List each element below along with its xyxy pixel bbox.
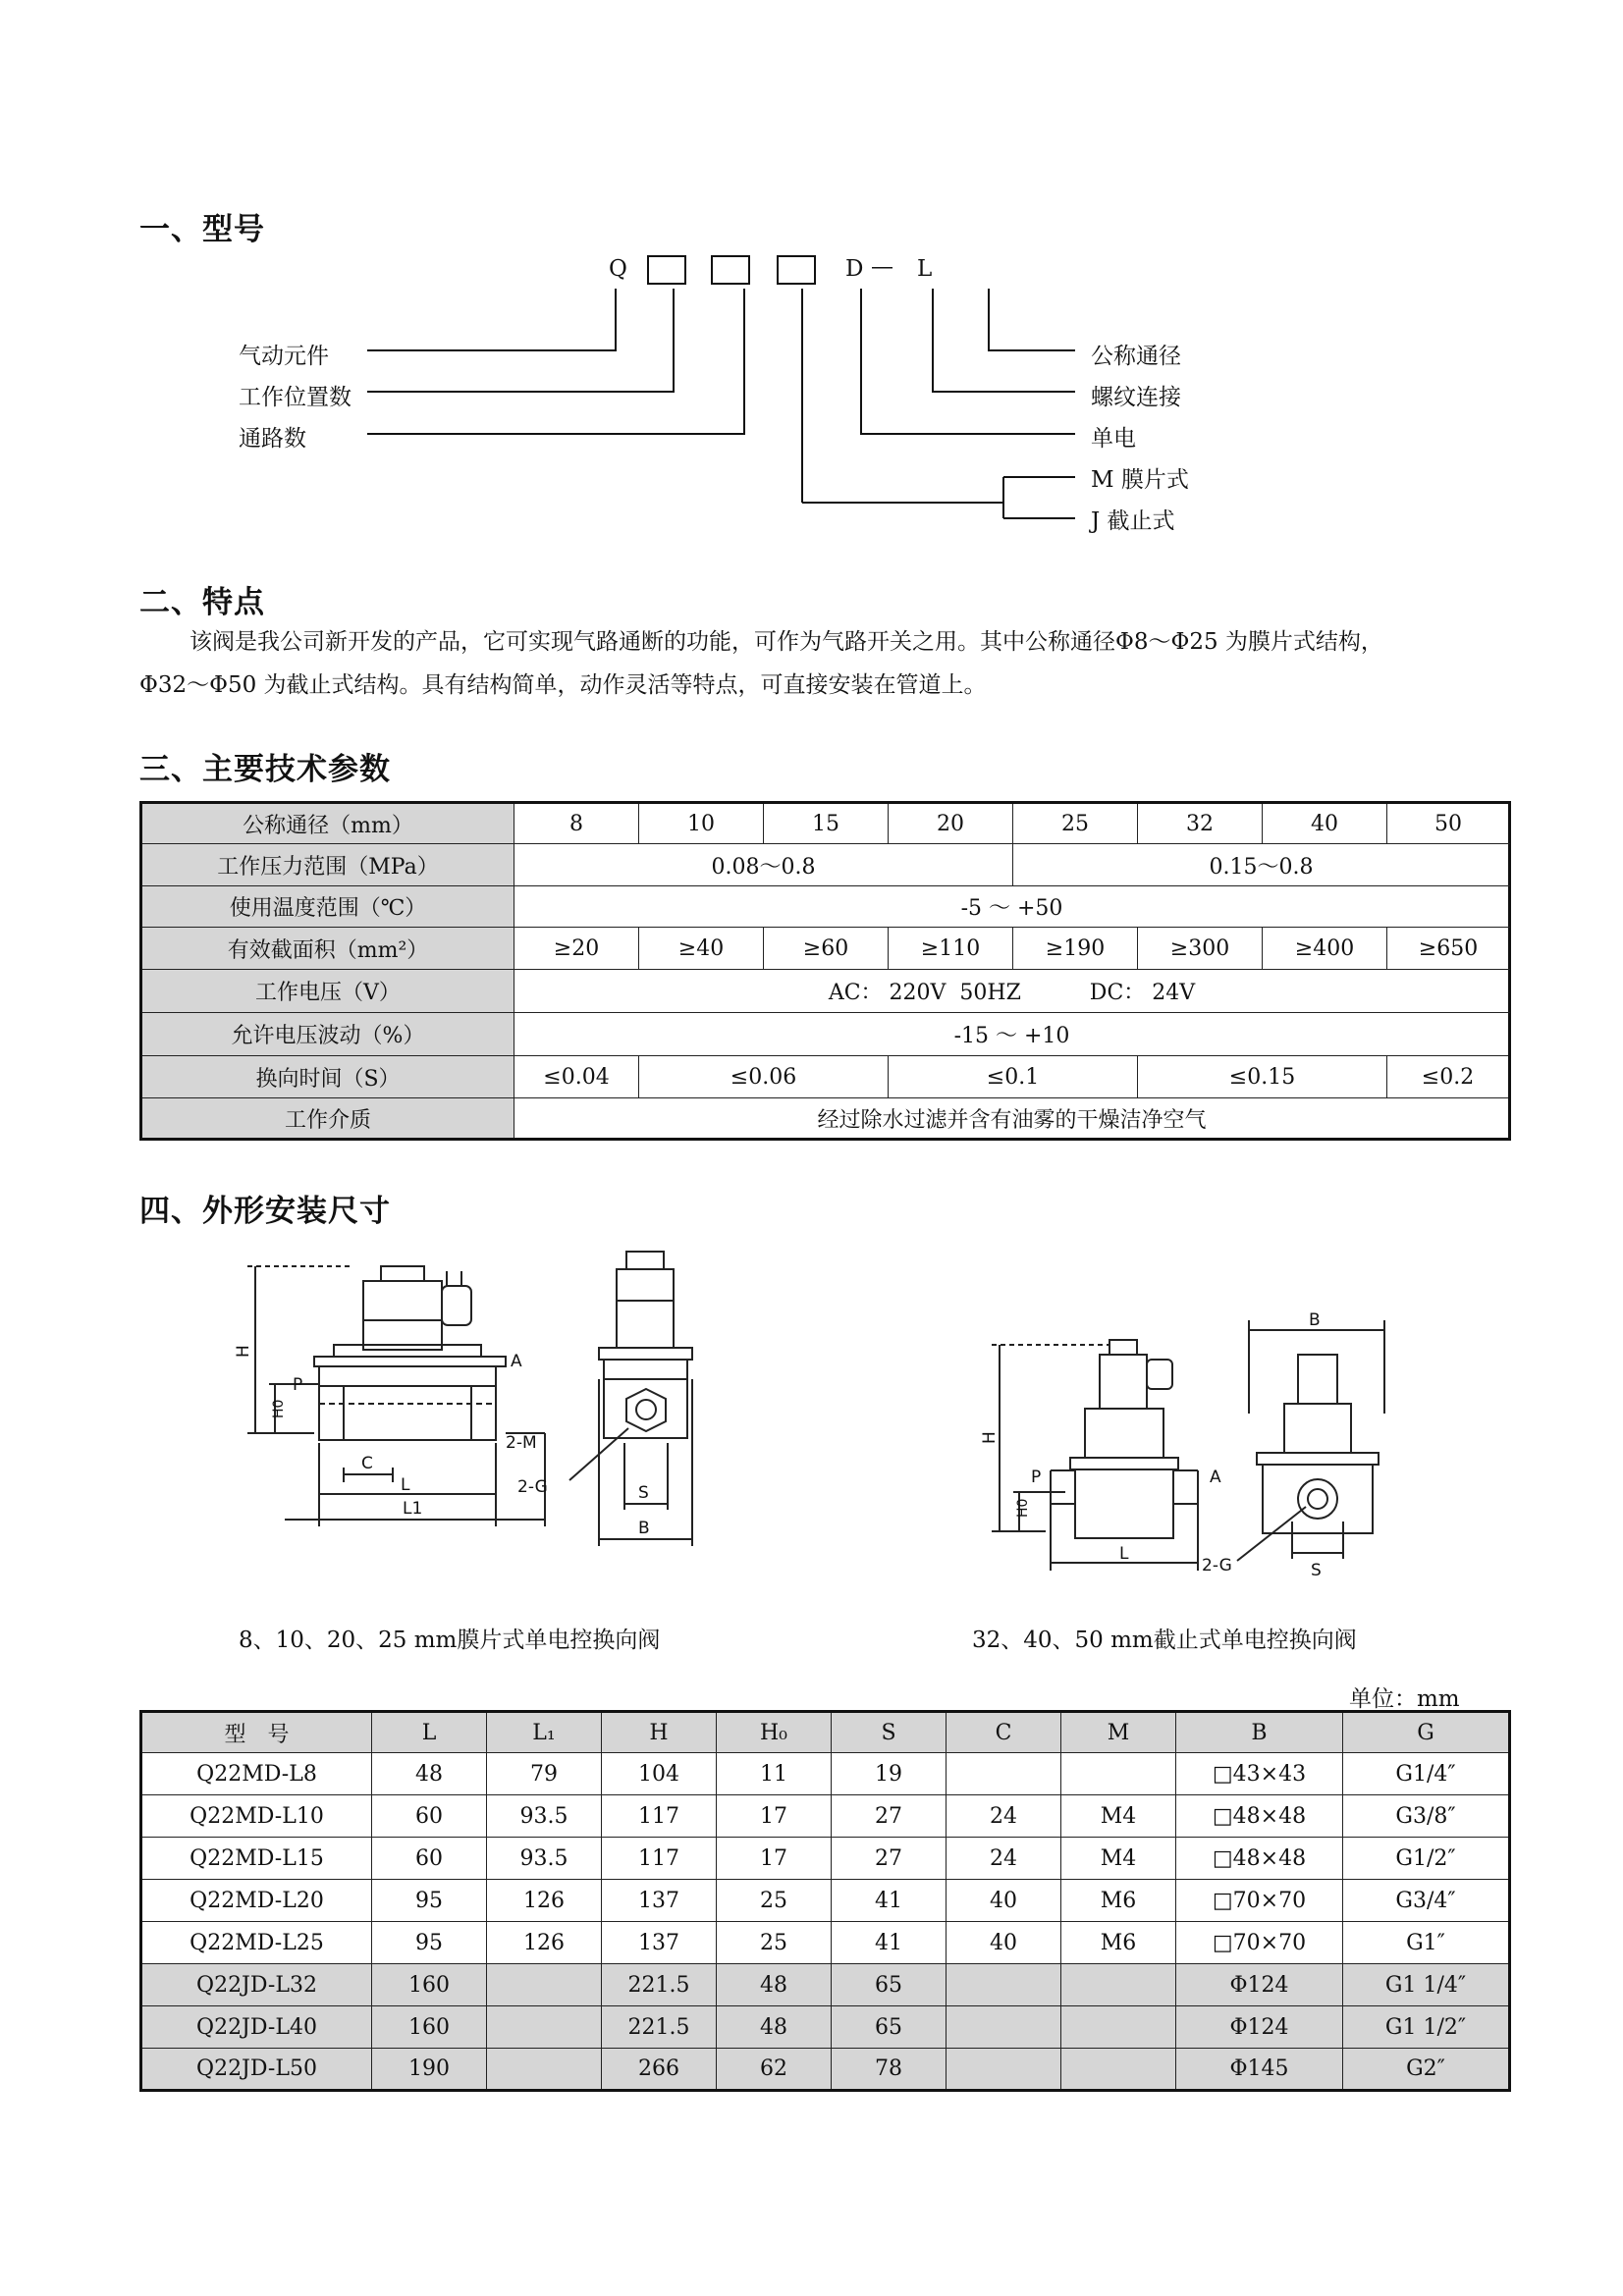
dimension-cell: 104 xyxy=(602,1753,717,1795)
dimension-cell xyxy=(1061,2006,1176,2049)
dim-label-h: H xyxy=(234,1345,253,1358)
leader-q xyxy=(367,289,616,350)
dimension-cell: 190 xyxy=(372,2049,487,2091)
dimension-cell: 17 xyxy=(717,1795,832,1838)
spec-cell: ≥650 xyxy=(1387,928,1510,970)
spec-cell: ≤0.1 xyxy=(889,1056,1138,1098)
dimension-cell: 40 xyxy=(947,1922,1061,1964)
code-l: L xyxy=(917,256,933,282)
spec-cell: ≤0.06 xyxy=(639,1056,889,1098)
dim-label-p-right: P xyxy=(1031,1468,1042,1487)
code-box-2 xyxy=(712,256,749,284)
code-dash: — xyxy=(871,254,893,280)
spec-cell: AC： 220V 50HZ DC： 24V xyxy=(514,970,1510,1013)
dimension-cell xyxy=(947,1753,1061,1795)
dimension-cell: 48 xyxy=(717,2006,832,2049)
dimension-cell: G1 1/2″ xyxy=(1343,2006,1510,2049)
dimension-header-cell: L₁ xyxy=(487,1712,602,1753)
dimension-cell: 93.5 xyxy=(487,1838,602,1880)
dimension-cell: 126 xyxy=(487,1922,602,1964)
caption-diaphragm: 8、10、20、25 mm膜片式单电控换向阀 xyxy=(239,1628,661,1653)
dim-label-h0-right: H0 xyxy=(1015,1498,1031,1518)
section-title-dimensions: 四、外形安装尺寸 xyxy=(139,1194,391,1229)
spec-label: 允许电压波动（%） xyxy=(141,1013,514,1056)
dimension-cell xyxy=(1061,1964,1176,2006)
leader-thread xyxy=(933,289,1075,392)
section-title-features: 二、特点 xyxy=(139,585,265,620)
dimension-cell: 25 xyxy=(717,1880,832,1922)
spec-cell: 8 xyxy=(514,803,639,844)
spec-row-fluctuation xyxy=(141,1013,1510,1056)
dim-label-l-right: L xyxy=(1119,1544,1129,1564)
model-cell: Q22MD-L8 xyxy=(141,1753,372,1795)
dimension-header-cell: M xyxy=(1061,1712,1176,1753)
dimension-cell: 48 xyxy=(717,1964,832,2006)
table-row xyxy=(141,1964,1510,2006)
dimension-cell xyxy=(947,2006,1061,2049)
dimension-header-cell: G xyxy=(1343,1712,1510,1753)
spec-cell: ≥400 xyxy=(1263,928,1387,970)
dimension-cell: Φ124 xyxy=(1176,2006,1343,2049)
spec-row-area xyxy=(141,928,1510,970)
table-row xyxy=(141,1838,1510,1880)
dimension-cell: 24 xyxy=(947,1838,1061,1880)
dimension-cell: □48×48 xyxy=(1176,1795,1343,1838)
dimension-cell: 266 xyxy=(602,2049,717,2091)
table-row xyxy=(141,1795,1510,1838)
dimension-cell: M6 xyxy=(1061,1922,1176,1964)
dim-label-s: S xyxy=(638,1483,649,1503)
dimension-cell: 19 xyxy=(832,1753,947,1795)
dimension-cell xyxy=(1061,2049,1176,2091)
spec-cell: ≤0.2 xyxy=(1387,1056,1510,1098)
dimension-cell: G3/8″ xyxy=(1343,1795,1510,1838)
dimension-cell: M4 xyxy=(1061,1838,1176,1880)
dimension-cell xyxy=(487,2049,602,2091)
caption-poppet: 32、40、50 mm截止式单电控换向阀 xyxy=(972,1628,1357,1653)
model-cell: Q22MD-L25 xyxy=(141,1922,372,1964)
spec-label: 公称通径（mm） xyxy=(141,803,514,844)
spec-cell: ≥110 xyxy=(889,928,1013,970)
spec-cell: 经过除水过滤并含有油雾的干燥洁净空气 xyxy=(514,1098,1510,1140)
dimension-cell: □43×43 xyxy=(1176,1753,1343,1795)
dim-label-l: L xyxy=(401,1475,410,1495)
spec-label: 有效截面积（mm²） xyxy=(141,928,514,970)
dimension-header-cell: H₀ xyxy=(717,1712,832,1753)
dimension-cell: 117 xyxy=(602,1838,717,1880)
table-row xyxy=(141,2006,1510,2049)
dimension-cell xyxy=(487,2006,602,2049)
spec-cell: 0.08～0.8 xyxy=(514,844,1013,886)
dimension-header-cell: S xyxy=(832,1712,947,1753)
label-nominal: 公称通径 xyxy=(1091,344,1181,369)
dimension-cell: 24 xyxy=(947,1795,1061,1838)
code-box-3 xyxy=(778,256,815,284)
dimension-cell: 27 xyxy=(832,1795,947,1838)
label-thread: 螺纹连接 xyxy=(1091,385,1181,410)
dimension-table xyxy=(139,1710,1511,2092)
leader-single xyxy=(861,289,1075,434)
dimension-cell: 221.5 xyxy=(602,2006,717,2049)
leader-box1 xyxy=(367,289,674,392)
section-title-model: 一、型号 xyxy=(139,212,265,247)
label-diaphragm: M 膜片式 xyxy=(1091,467,1189,493)
dimension-cell: G2″ xyxy=(1343,2049,1510,2091)
model-cell: Q22MD-L10 xyxy=(141,1795,372,1838)
dimension-cell: G1/2″ xyxy=(1343,1838,1510,1880)
spec-cell: 25 xyxy=(1013,803,1138,844)
dimension-cell: 27 xyxy=(832,1838,947,1880)
dimension-cell: □70×70 xyxy=(1176,1922,1343,1964)
leader-nominal xyxy=(989,289,1075,350)
spec-cell: 32 xyxy=(1138,803,1263,844)
spec-cell: 0.15～0.8 xyxy=(1013,844,1510,886)
dimension-cell: G1/4″ xyxy=(1343,1753,1510,1795)
dimension-cell xyxy=(1061,1753,1176,1795)
dimension-cell: Φ124 xyxy=(1176,1964,1343,2006)
dimension-cell: 160 xyxy=(372,2006,487,2049)
spec-label: 换向时间（S） xyxy=(141,1056,514,1098)
dim-label-h-right: H xyxy=(980,1431,1000,1444)
dim-label-b-right: B xyxy=(1309,1310,1321,1330)
dimension-header-cell: C xyxy=(947,1712,1061,1753)
spec-row-medium xyxy=(141,1098,1510,1140)
section-title-specs: 三、主要技术参数 xyxy=(139,752,391,787)
model-cell: Q22MD-L15 xyxy=(141,1838,372,1880)
dim-label-c: C xyxy=(361,1454,373,1473)
dimension-cell xyxy=(947,1964,1061,2006)
spec-cell: ≥190 xyxy=(1013,928,1138,970)
spec-cell: ≥300 xyxy=(1138,928,1263,970)
spec-cell: 15 xyxy=(764,803,889,844)
diaphragm-valve-drawing xyxy=(226,1247,717,1580)
dim-label-p: P xyxy=(293,1375,303,1395)
spec-label: 工作电压（V） xyxy=(141,970,514,1013)
dimension-cell: 137 xyxy=(602,1922,717,1964)
spec-cell: ≥60 xyxy=(764,928,889,970)
dimension-cell: G1 1/4″ xyxy=(1343,1964,1510,2006)
dimension-cell: 48 xyxy=(372,1753,487,1795)
features-line-2: Φ32～Φ50 为截止式结构。具有结构简单，动作灵活等特点，可直接安装在管道上。 xyxy=(139,672,987,698)
spec-row-voltage xyxy=(141,970,1510,1013)
spec-cell: 40 xyxy=(1263,803,1387,844)
dimension-cell: 221.5 xyxy=(602,1964,717,2006)
dim-label-h0: H0 xyxy=(271,1399,287,1418)
code-q: Q xyxy=(609,256,627,282)
dimension-cell: 95 xyxy=(372,1922,487,1964)
dimension-cell: 41 xyxy=(832,1922,947,1964)
dim-label-s-right: S xyxy=(1311,1561,1322,1580)
label-single: 单电 xyxy=(1091,426,1136,452)
spec-row-pressure xyxy=(141,844,1510,886)
dim-label-m: 2-M xyxy=(506,1433,537,1453)
dimension-header-cell: 型 号 xyxy=(141,1712,372,1753)
dimension-cell: 40 xyxy=(947,1880,1061,1922)
spec-cell: ≥20 xyxy=(514,928,639,970)
table-row xyxy=(141,2049,1510,2091)
dimension-cell: 117 xyxy=(602,1795,717,1838)
features-line-1: 该阀是我公司新开发的产品，它可实现气路通断的功能，可作为气路开关之用。其中公称通径Φ8～Φ25 为膜片式结构， xyxy=(189,629,1383,655)
model-cell: Q22JD-L40 xyxy=(141,2006,372,2049)
dim-label-a-right: A xyxy=(1210,1468,1221,1487)
label-pneumatic: 气动元件 xyxy=(239,344,329,369)
spec-cell: -5 ～ +50 xyxy=(514,886,1510,928)
spec-cell: ≤0.15 xyxy=(1138,1056,1387,1098)
label-poppet: J 截止式 xyxy=(1091,508,1175,534)
spec-row-temperature xyxy=(141,886,1510,928)
dim-label-l1: L1 xyxy=(403,1499,423,1519)
dimension-cell: 41 xyxy=(832,1880,947,1922)
leader-box2 xyxy=(367,289,744,434)
spec-cell: ≥40 xyxy=(639,928,764,970)
dimension-cell: 79 xyxy=(487,1753,602,1795)
dimension-cell: 93.5 xyxy=(487,1795,602,1838)
spec-label: 使用温度范围（℃） xyxy=(141,886,514,928)
dimension-cell: □48×48 xyxy=(1176,1838,1343,1880)
dimension-cell: M6 xyxy=(1061,1880,1176,1922)
dimension-cell: 60 xyxy=(372,1795,487,1838)
dimension-cell: 78 xyxy=(832,2049,947,2091)
dimension-cell: 25 xyxy=(717,1922,832,1964)
dimension-cell xyxy=(947,2049,1061,2091)
spec-cell: 50 xyxy=(1387,803,1510,844)
spec-table xyxy=(139,801,1511,1141)
label-ports: 通路数 xyxy=(239,426,306,452)
dimension-cell: 95 xyxy=(372,1880,487,1922)
dimension-header-row xyxy=(141,1712,1510,1753)
spec-row-diameter xyxy=(141,803,1510,844)
dimension-cell: 126 xyxy=(487,1880,602,1922)
spec-label: 工作介质 xyxy=(141,1098,514,1140)
spec-cell: 20 xyxy=(889,803,1013,844)
unit-label: 单位：mm xyxy=(1349,1686,1460,1712)
dim-label-g-right: 2-G xyxy=(1202,1556,1232,1575)
dimension-cell xyxy=(487,1964,602,2006)
spec-cell: -15 ～ +10 xyxy=(514,1013,1510,1056)
table-row xyxy=(141,1922,1510,1964)
dimension-cell: 11 xyxy=(717,1753,832,1795)
dimension-cell: 17 xyxy=(717,1838,832,1880)
dim-label-a: A xyxy=(511,1352,522,1371)
table-row xyxy=(141,1753,1510,1795)
code-box-1 xyxy=(648,256,685,284)
poppet-valve-drawing xyxy=(972,1296,1404,1600)
dimension-cell: M4 xyxy=(1061,1795,1176,1838)
model-cell: Q22JD-L32 xyxy=(141,1964,372,2006)
dimension-header-cell: L xyxy=(372,1712,487,1753)
dimension-cell: 65 xyxy=(832,1964,947,2006)
table-row xyxy=(141,1880,1510,1922)
dim-label-b: B xyxy=(638,1519,650,1538)
dimension-cell: 65 xyxy=(832,2006,947,2049)
spec-cell: 10 xyxy=(639,803,764,844)
dimension-header-cell: H xyxy=(602,1712,717,1753)
dimension-cell: 137 xyxy=(602,1880,717,1922)
dimension-cell: G1″ xyxy=(1343,1922,1510,1964)
dimension-header-cell: B xyxy=(1176,1712,1343,1753)
dimension-cell: G3/4″ xyxy=(1343,1880,1510,1922)
spec-label: 工作压力范围（MPa） xyxy=(141,844,514,886)
dimension-cell: 60 xyxy=(372,1838,487,1880)
spec-cell: ≤0.04 xyxy=(514,1056,639,1098)
dimension-cell: 62 xyxy=(717,2049,832,2091)
code-d: D xyxy=(845,256,864,282)
dim-label-g: 2-G xyxy=(517,1477,548,1497)
dimension-cell: □70×70 xyxy=(1176,1880,1343,1922)
spec-row-switch-time xyxy=(141,1056,1510,1098)
model-cell: Q22JD-L50 xyxy=(141,2049,372,2091)
model-cell: Q22MD-L20 xyxy=(141,1880,372,1922)
dimension-cell: 160 xyxy=(372,1964,487,2006)
dimension-cell: Φ145 xyxy=(1176,2049,1343,2091)
label-positions: 工作位置数 xyxy=(239,385,352,410)
